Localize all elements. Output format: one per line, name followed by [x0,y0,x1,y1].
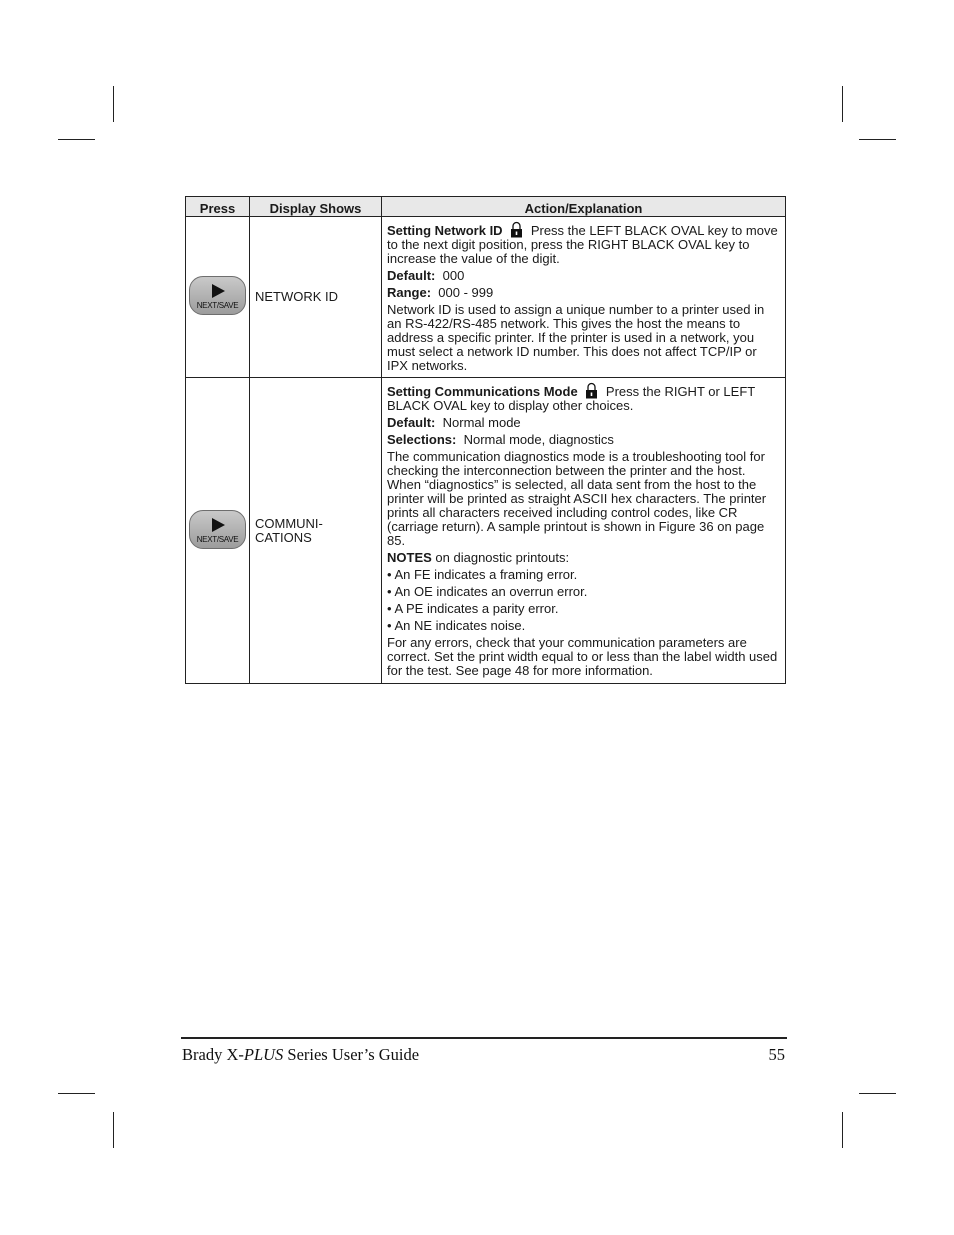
crop-mark [859,139,896,140]
press-cell [186,378,250,684]
default-value: Normal mode [442,415,521,430]
bullet-item: • An OE indicates an overrun error. [387,584,588,599]
closing-paragraph: For any errors, check that your communication parameters are correct. Set the print width equal to or less than the label width used for the test. See page 48 for more information. [387,635,778,678]
display-cell: NETWORK ID [250,217,382,378]
notes-label: NOTES [387,550,432,565]
range-value: 000 - 999 [438,285,494,300]
table-row [186,378,786,684]
footer-title-prefix: Brady X- [182,1045,244,1064]
action-cell [382,378,786,684]
next-save-key [189,276,246,315]
setting-label: Setting Communications Mode [387,384,578,399]
key-label: NEXT/SAVE [196,301,239,310]
description: The communication diagnostics mode is a troubleshooting tool for checking the interconnection between the printer and the host. When “diagnostics” is selected, all data sent from the host to the printer will be printed as straight ASCII hex characters. The printer prints all characters received including control codes, like CR (carriage return). A sample printout is shown in Figure 36 on page 85. [387,449,767,548]
setting-text: Press the RIGHT or LEFT BLACK OVAL key to display other choices. [387,384,755,413]
range-label: Range: [387,285,432,300]
setting-text: Press the LEFT BLACK OVAL key to move to the next digit position, press the RIGHT BLACK OVAL key to increase the value of the digit. [387,223,778,266]
selections-value: Normal mode, diagnostics [463,432,614,447]
notes-line [387,551,781,565]
action-cell [382,217,786,378]
selections-label: Selections: [387,432,457,447]
default-label: Default: [387,268,436,283]
crop-mark [842,1112,843,1148]
crop-mark [113,1112,114,1148]
next-save-key [189,510,246,549]
description: Network ID is used to assign a unique number to a printer used in an RS-422/RS-485 network. This gives the host the means to address a specific printer. If the printer is used in a network, you must select a network ID number. This does not affect TCP/IP or IPX networks. [387,302,765,373]
default-label: Default: [387,415,436,430]
padlock-icon [585,382,598,399]
footer-rule [181,1037,787,1039]
key-label: NEXT/SAVE [196,534,239,544]
display-cell: COMMUNI- CATIONS [250,378,382,684]
bullet-item: • An FE indicates a framing error. [387,567,578,582]
crop-mark [58,1093,95,1094]
crop-mark [58,139,95,140]
crop-mark [859,1093,896,1094]
bullet-item: • A PE indicates a parity error. [387,601,559,616]
header-display-shows: Display Shows [250,197,382,217]
footer-title-italic: PLUS [243,1045,284,1064]
padlock-icon [510,221,523,238]
header-press: Press [186,197,250,217]
table-header-row [186,197,786,217]
footer-title-suffix: Series User’s Guide [283,1045,420,1064]
right-triangle-icon [212,518,225,532]
bullet-item: • An NE indicates noise. [387,618,526,633]
notes-text: on diagnostic printouts: [435,550,570,565]
selections-line [387,433,781,447]
setting-paragraph [387,382,781,413]
crop-mark [842,86,843,122]
setting-label: Setting Network ID [387,223,503,238]
header-action-explanation: Action/Explanation [382,197,786,217]
default-line [387,416,781,430]
default-line [387,269,781,283]
footer-title [182,1045,419,1065]
table-row [186,217,786,378]
crop-mark [113,86,114,122]
range-line [387,286,781,300]
default-value: 000 [442,268,465,283]
right-triangle-icon [212,284,225,298]
page-number: 55 [768,1045,785,1064]
settings-table [185,196,786,684]
press-cell [186,217,250,378]
setting-paragraph [387,221,781,266]
